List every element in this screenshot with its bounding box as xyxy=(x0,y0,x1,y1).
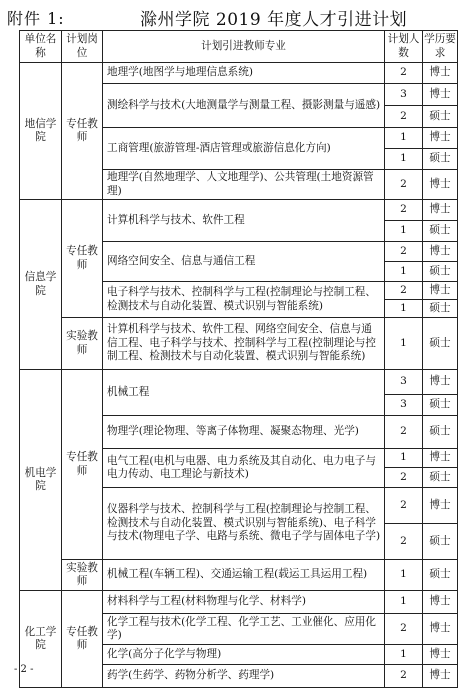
position-cell: 专任教师 xyxy=(62,370,103,560)
degree-cell: 博士 xyxy=(423,170,458,200)
specialty-cell: 物理学(理论物理、等离子体物理、凝聚态物理、光学) xyxy=(103,416,385,449)
degree-cell: 博士 xyxy=(423,200,458,221)
table-row xyxy=(20,591,458,614)
count-cell: 3 xyxy=(385,84,423,106)
degree-cell: 博士 xyxy=(423,128,458,149)
count-cell: 2 xyxy=(385,200,423,221)
header-unit-name: 单位名称 xyxy=(20,31,62,63)
position-cell: 专任教师 xyxy=(62,591,103,688)
table-row xyxy=(20,63,458,84)
specialty-cell: 计算机科学与技术、软件工程、网络空间安全、信息与通信工程、电子科学与技术、控制科学与工程(控制理论与控制工程、检测技术与自动化装置、模式识别与智能系统) xyxy=(103,318,385,370)
document-title: 滁州学院 2019 年度人才引进计划 xyxy=(140,10,408,30)
count-cell: 1 xyxy=(385,300,423,318)
count-cell: 1 xyxy=(385,262,423,282)
degree-cell: 硕士 xyxy=(423,106,458,128)
count-cell: 2 xyxy=(385,468,423,488)
count-cell: 1 xyxy=(385,318,423,370)
count-cell: 1 xyxy=(385,591,423,614)
position-cell: 专任教师 xyxy=(62,200,103,318)
count-cell: 2 xyxy=(385,488,423,524)
degree-cell: 博士 xyxy=(423,84,458,106)
position-cell: 实验教师 xyxy=(62,560,103,591)
count-cell: 2 xyxy=(385,63,423,84)
specialty-cell: 电气工程(电机与电器、电力系统及其自动化、电力电子与电力传动、电工理论与新技术) xyxy=(103,449,385,488)
table-row xyxy=(20,200,458,221)
specialty-cell: 地理学(自然地理学、人文地理学)、公共管理(土地资源管理) xyxy=(103,170,385,200)
count-cell: 2 xyxy=(385,242,423,262)
degree-cell: 博士 xyxy=(423,242,458,262)
talent-plan-table xyxy=(19,30,458,688)
count-cell: 1 xyxy=(385,645,423,665)
count-cell: 1 xyxy=(385,221,423,242)
degree-cell: 硕士 xyxy=(423,416,458,449)
specialty-cell: 材料科学与工程(材料物理与化学、材料学) xyxy=(103,591,385,614)
position-cell: 实验教师 xyxy=(62,318,103,370)
count-cell: 3 xyxy=(385,370,423,395)
degree-cell: 博士 xyxy=(423,645,458,665)
specialty-cell: 地理学(地图学与地理信息系统) xyxy=(103,63,385,84)
page-number: - 2 - xyxy=(14,664,34,675)
count-cell: 2 xyxy=(385,614,423,645)
header-position: 计划岗位 xyxy=(62,31,103,63)
degree-cell: 博士 xyxy=(423,63,458,84)
position-cell: 专任教师 xyxy=(62,63,103,200)
degree-cell: 硕士 xyxy=(423,300,458,318)
count-cell: 1 xyxy=(385,560,423,591)
unit-name-cell: 地信学院 xyxy=(20,63,62,200)
degree-cell: 硕士 xyxy=(423,395,458,416)
degree-cell: 博士 xyxy=(423,665,458,688)
unit-name-cell: 机电学院 xyxy=(20,370,62,591)
specialty-cell: 药学(生药学、药物分析学、药理学) xyxy=(103,665,385,688)
degree-cell: 硕士 xyxy=(423,221,458,242)
table-row xyxy=(20,318,458,370)
count-cell: 1 xyxy=(385,149,423,170)
degree-cell: 硕士 xyxy=(423,468,458,488)
specialty-cell: 化学工程与技术(化学工程、化学工艺、工业催化、应用化学) xyxy=(103,614,385,645)
specialty-cell: 机械工程(车辆工程)、交通运输工程(载运工具运用工程) xyxy=(103,560,385,591)
degree-cell: 博士 xyxy=(423,591,458,614)
attachment-label: 附件 1: xyxy=(7,9,65,28)
unit-name-cell: 化工学院 xyxy=(20,591,62,688)
degree-cell: 硕士 xyxy=(423,262,458,282)
specialty-cell: 化学(高分子化学与物理) xyxy=(103,645,385,665)
table-header-row xyxy=(20,31,458,63)
count-cell: 2 xyxy=(385,170,423,200)
header-specialty: 计划引进教师专业 xyxy=(103,31,385,63)
degree-cell: 硕士 xyxy=(423,560,458,591)
count-cell: 2 xyxy=(385,416,423,449)
degree-cell: 博士 xyxy=(423,449,458,468)
specialty-cell: 电子科学与技术、控制科学与工程(控制理论与控制工程、检测技术与自动化装置、模式识别与智能系统) xyxy=(103,282,385,318)
count-cell: 3 xyxy=(385,395,423,416)
degree-cell: 博士 xyxy=(423,488,458,524)
count-cell: 1 xyxy=(385,449,423,468)
specialty-cell: 计算机科学与技术、软件工程 xyxy=(103,200,385,242)
specialty-cell: 工商管理(旅游管理-酒店管理或旅游信息化方向) xyxy=(103,128,385,170)
count-cell: 2 xyxy=(385,106,423,128)
degree-cell: 博士 xyxy=(423,282,458,300)
count-cell: 1 xyxy=(385,128,423,149)
table-row xyxy=(20,370,458,395)
specialty-cell: 机械工程 xyxy=(103,370,385,416)
degree-cell: 博士 xyxy=(423,370,458,395)
count-cell: 2 xyxy=(385,282,423,300)
unit-name-cell: 信息学院 xyxy=(20,200,62,370)
count-cell: 2 xyxy=(385,524,423,560)
table-row xyxy=(20,560,458,591)
degree-cell: 硕士 xyxy=(423,149,458,170)
count-cell: 2 xyxy=(385,665,423,688)
specialty-cell: 网络空间安全、信息与通信工程 xyxy=(103,242,385,282)
header-count: 计划人数 xyxy=(385,31,423,63)
table-body xyxy=(20,63,458,688)
specialty-cell: 仪器科学与技术、控制科学与工程(控制理论与控制工程、检测技术与自动化装置、模式识别与智能系统)、电子科学与技术(物理电子学、电路与系统、微电子学与固体电子学) xyxy=(103,488,385,560)
header-degree: 学历要求 xyxy=(423,31,458,63)
degree-cell: 硕士 xyxy=(423,524,458,560)
degree-cell: 硕士 xyxy=(423,318,458,370)
degree-cell: 博士 xyxy=(423,614,458,645)
specialty-cell: 测绘科学与技术(大地测量学与测量工程、摄影测量与遥感) xyxy=(103,84,385,128)
